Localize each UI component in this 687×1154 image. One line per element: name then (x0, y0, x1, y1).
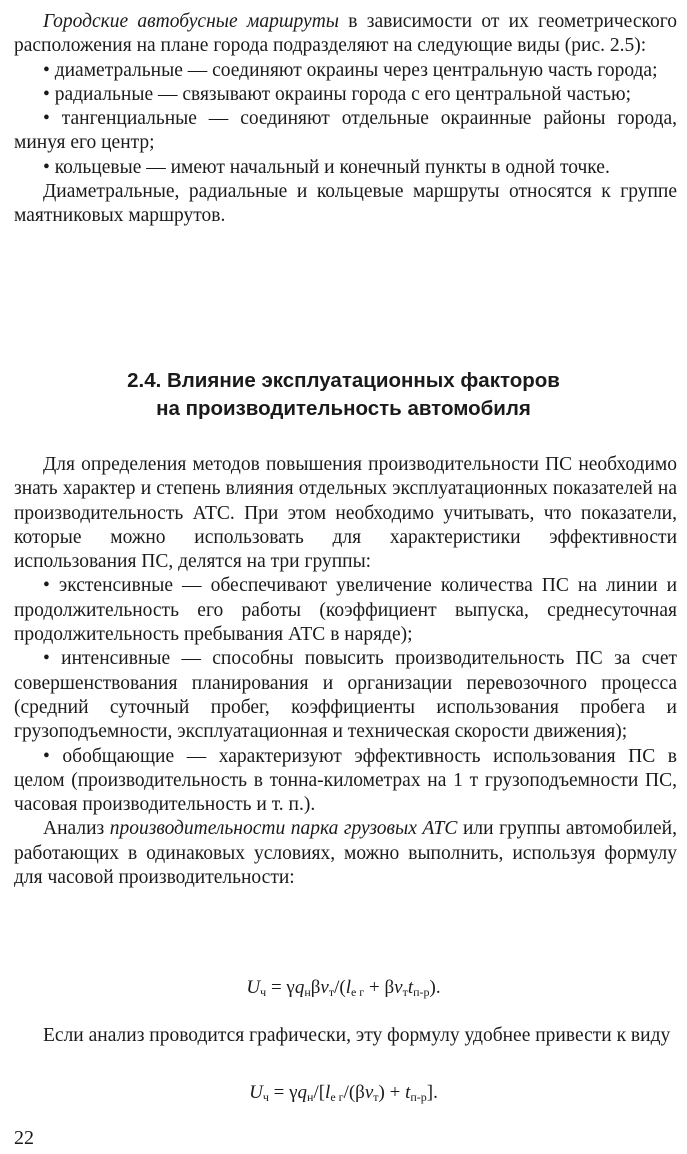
intro-bullet-radial: • радиальные — связывают окраины города с его центральной частью; (14, 83, 677, 107)
intro-bullet-tangential: • тангенциальные — соединяют отдельные окраинные районы города, минуя его центр; (14, 107, 677, 156)
formula-hourly-productivity: $U_ч = \gamma q_н\beta v_т/(l_{е г} + \beta v_тt_{п-р})$. (246, 977, 441, 999)
intro-lead-text: в зависимости от их геометрического расположения на плане города подразделяют на следующие виды (рис. 2.5): (14, 11, 677, 57)
analysis-rest: или группы автомобилей, работающих в одинаковых условиях, можно выполнить, используя формулу для часовой производительности: (14, 818, 677, 889)
intro-block (14, 10, 677, 229)
graph-paragraph: Если анализ проводится графически, эту формулу удобнее привести к виду (43, 1025, 671, 1046)
analysis-start: Анализ (43, 818, 110, 840)
intro-bullet-ring: • кольцевые — имеют начальный и конечный пункты в одной точке. (14, 156, 677, 180)
body-bullet-intensive: • интенсивные — способны повысить производительность ПС за счет совершенствования планирования и организации перевозочного процесса (средний суточный пробег, коэффициенты использования пробега и грузоподъемности, эксплуатационная и техническая скорости движения); (14, 647, 677, 744)
body-bullet-extensive: • экстенсивные — обеспечивают увеличение количества ПС на линии и продолжительность его работы (коэффициент выпуска, среднесуточная продолжительность пребывания АТС в наряде); (14, 574, 677, 647)
page-number: 22 (14, 1127, 34, 1149)
intro-bullet-diametral: • диаметральные — соединяют окраины через центральную часть города; (14, 59, 677, 83)
body-bullet-generalizing: • обобщающие — характеризуют эффективность использования ПС в целом (производительность в тонна-километрах на 1 т грузоподъемности ПС, часовая производительность и т. п.). (14, 745, 677, 818)
section-title-line-1: 2.4. Влияние эксплуатационных факторов (127, 369, 560, 392)
intro-paragraph (14, 10, 677, 59)
graph-block (14, 1024, 677, 1048)
analysis-italic: производительности парка грузовых АТС (109, 818, 458, 840)
section-title-line-2: на производительность автомобиля (156, 397, 531, 420)
intro-closing-paragraph: Диаметральные, радиальные и кольцевые маршруты относятся к группе маятниковых маршрутов. (14, 181, 677, 227)
body-block (14, 453, 677, 890)
body-paragraph-groups: Для определения методов повышения производительности ПС необходимо знать характер и степень влияния отдельных эксплуатационных показателей на производительность АТС. При этом необходимо учитывать, что показатели, которые можно использовать для характеристики эффективности использования ПС, делятся на три группы: (14, 454, 677, 573)
intro-lead-italic: Городские автобусные маршруты (43, 11, 339, 32)
body-analysis-paragraph (14, 817, 677, 890)
formula-graphical: $U_ч = \gamma q_н/[l_{е г}/(\beta v_т) + t_{п-р}]$. (249, 1082, 438, 1104)
